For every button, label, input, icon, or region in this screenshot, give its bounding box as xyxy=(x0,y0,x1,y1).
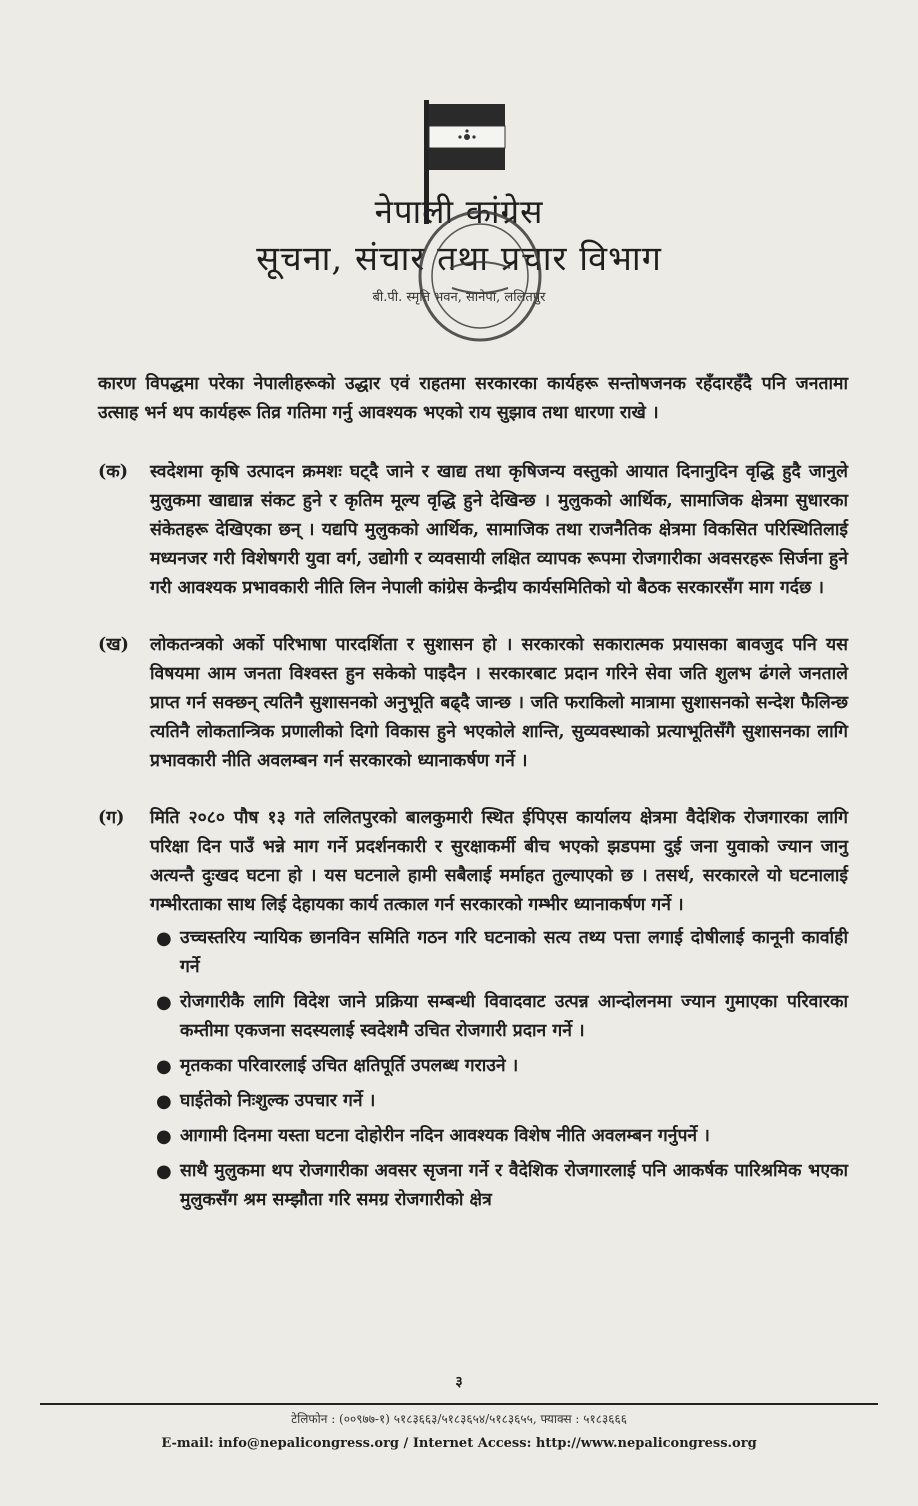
point-text: स्वदेशमा कृषि उत्पादन क्रमशः घट्दै जाने र खाद्य तथा कृषिजन्य वस्तुको आयात दिनानुदिन वृद्धि हुदै जानुले मुलुकमा खाद्यान्न संकट हुने र कृतिम मूल्य वृद्धि हुने देखिन्छ । मुलुकको आर्थिक, सामाजिक क्षेत्रमा सुधारका संकेतहरू देखिएका छन् । यद्यपि मुलुकको आर्थिक, सामाजिक तथा राजनैतिक क्षेत्रमा विकसित परिस्थितिलाई मध्यनजर गरी विशेषगरी युवा वर्ग, उद्योगी र व्यवसायी लक्षित व्यापक रूपमा रोजगारीका अवसरहरू सिर्जना हुने गरी आवश्यक प्रभावकारी नीति लिन नेपाली कांग्रेस केन्द्रीय कार्यसमितिको यो बैठक सरकारसँग माग गर्दछ । xyxy=(150,462,848,598)
bullet-icon: ● xyxy=(156,1056,172,1077)
point-label: (क) xyxy=(98,462,128,482)
bullet-icon: ● xyxy=(156,1161,172,1182)
bullet-icon: ● xyxy=(156,992,172,1013)
footer-divider xyxy=(40,1403,878,1405)
point-text: लोकतन्त्रको अर्को परिभाषा पारदर्शिता र सुशासन हो । सरकारको सकारात्मक प्रयासका बावजुद पनि यस विषयमा आम जनता विश्वस्त हुन सकेको पाइदैन । सरकारबाट प्रदान गरिने सेवा जति शुलभ ढंगले जनताले प्राप्त गर्न सक्छन् त्यतिनै सुशासनको अनुभूति बढ्दै जान्छ । जति फराकिलो मात्रामा सुशासनको सन्देश फैलिन्छ त्यतिनै लोकतान्त्रिक प्रणालीको दिगो विकास हुने भएकोले शान्ति, सुव्यवस्थाको प्रत्याभूतिसँगै सुशासनका लागि प्रभावकारी नीति अवलम्बन गर्न सरकारको ध्यानाकर्षण गर्ने । xyxy=(150,635,848,771)
bullet-icon: ● xyxy=(156,1091,172,1112)
organization-name: नेपाली कांग्रेस xyxy=(374,192,544,231)
point-text: मिति २०८० पौष १३ गते ललितपुरको बालकुमारी स्थित ईपिएस कार्यालय क्षेत्रमा वैदेशिक रोजगारका लागि परिक्षा दिन पाउँ भन्ने माग गर्ने प्रदर्शनकारी र सुरक्षाकर्मी बीच भएको झडपमा दुई जना युवाको ज्यान जानु अत्यन्तै दुःखद घटना हो । यस घटनाले हामी सबैलाई मर्माहत तुल्याएको छ । तसर्थ, सरकारले यो घटनालाई गम्भीरताका साथ लिई देहायका कार्य तत्काल गर्न सरकारको गम्भीर ध्यानाकर्षण गर्ने । xyxy=(150,808,848,915)
page-number: ३ xyxy=(455,1374,463,1390)
list-item: ● साथै मुलुकमा थप रोजगारीका अवसर सृजना गर्ने र वैदेशिक रोजगारलाई पनि आकर्षक पारिश्रमिक भएका मुलुकसँग श्रम सम्झौता गरि समग्र रोजगारीको क्षेत्र xyxy=(150,1157,848,1215)
list-item: ● रोजगारीकै लागि विदेश जाने प्रक्रिया सम्बन्धी विवादवाट उत्पन्न आन्दोलनमा ज्यान गुमाएका परिवारका कम्तीमा एकजना सदस्यलाई स्वदेशमै उचित रोजगारी प्रदान गर्ने । xyxy=(150,988,848,1046)
footer-web-links: E-mail: info@nepalicongress.org / Internet Access: http://www.nepalicongress.org xyxy=(161,1436,757,1451)
point-label: (ग) xyxy=(98,808,125,828)
list-item: ● आगामी दिनमा यस्ता घटना दोहोरीन नदिन आवश्यक विशेष नीति अवलम्बन गर्नुपर्ने । xyxy=(150,1122,848,1151)
letterhead-address: बी.पी. स्मृति भवन, सानेपा, ललितपुर xyxy=(372,290,546,305)
point-ka xyxy=(98,458,848,603)
office-seal-stamp-icon xyxy=(410,198,550,348)
intro-paragraph: कारण विपद्धमा परेका नेपालीहरूको उद्धार एवं राहतमा सरकारका कार्यहरू सन्तोषजनक रहँदारहँदै पनि जनतामा उत्साह भर्न थप कार्यहरू तिव्र गतिमा गर्नु आवश्यक भएको राय सुझाव तथा धारणा राखे । xyxy=(98,374,848,423)
point-ga xyxy=(98,804,848,1221)
footer-contact: टेलिफोन : (००९७७-१) ५१८३६६३/५१८३६५४/५१८३६५५, फ्याक्स : ५१८३६६६ xyxy=(291,1412,627,1426)
demand-bullet-list xyxy=(150,924,848,1215)
department-name: सूचना, संचार तथा प्रचार विभाग xyxy=(256,239,662,279)
list-item: ● घाईतेको निःशुल्क उपचार गर्ने । xyxy=(150,1087,848,1116)
document-body xyxy=(98,370,848,1221)
bullet-icon: ● xyxy=(156,928,172,949)
point-kha xyxy=(98,631,848,776)
point-label: (ख) xyxy=(98,635,129,655)
list-item: ● मृतकका परिवारलाई उचित क्षतिपूर्ति उपलब्ध गराउने । xyxy=(150,1052,848,1081)
bullet-icon: ● xyxy=(156,1126,172,1147)
list-item: ● उच्चस्तरिय न्यायिक छानविन समिति गठन गरि घटनाको सत्य तथ्य पत्ता लगाई दोषीलाई कानूनी कार्वाही गर्ने xyxy=(150,924,848,982)
